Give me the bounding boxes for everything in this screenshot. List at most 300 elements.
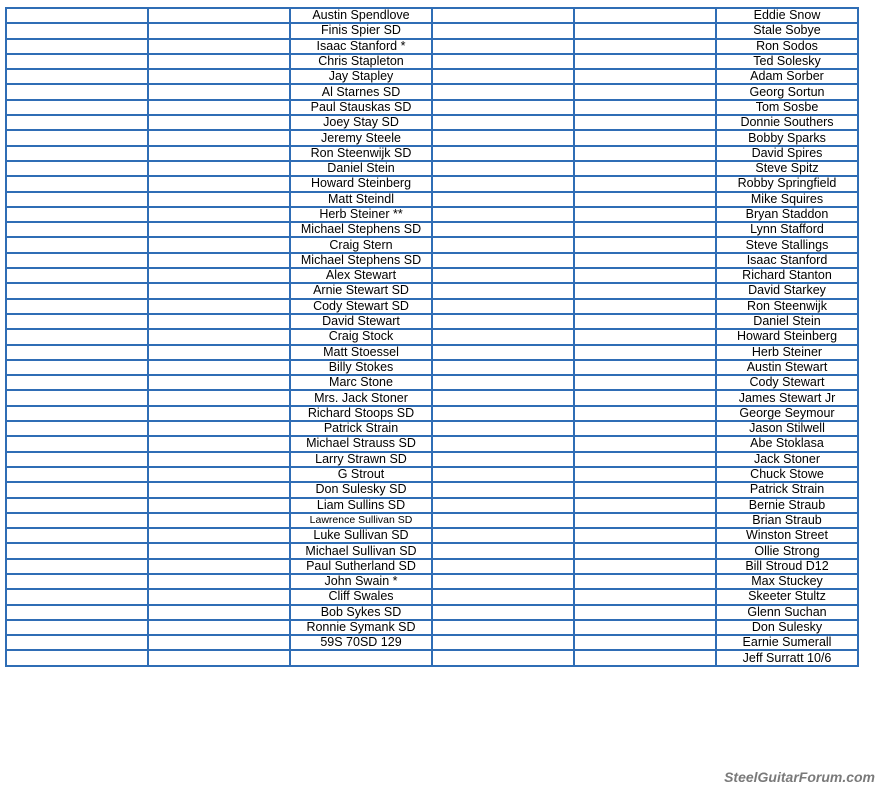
table-cell [432,283,574,298]
table-cell [6,452,148,467]
table-cell: Donnie Southers [716,115,858,130]
table-row [6,421,858,436]
table-cell: Brian Straub [716,513,858,528]
table-cell [432,100,574,115]
table-row [6,84,858,99]
table-cell [6,390,148,405]
table-cell: Austin Stewart [716,360,858,375]
table-cell: David Spires [716,146,858,161]
table-cell [6,130,148,145]
table-cell [290,650,432,665]
table-cell: Max Stuckey [716,574,858,589]
table-cell: Lynn Stafford [716,222,858,237]
names-table-body [6,8,858,666]
table-cell: Jeff Surratt 10/6 [716,650,858,665]
table-cell: Michael Stephens SD [290,253,432,268]
table-cell: Steve Spitz [716,161,858,176]
table-cell: Austin Spendlove [290,8,432,23]
table-cell [574,222,716,237]
table-cell [574,283,716,298]
table-cell: David Stewart [290,314,432,329]
table-cell [432,69,574,84]
table-cell [574,650,716,665]
table-cell [148,176,290,191]
table-cell: Craig Stock [290,329,432,344]
table-cell [148,283,290,298]
table-cell [432,130,574,145]
table-cell [432,543,574,558]
table-cell [148,574,290,589]
table-cell [432,605,574,620]
table-row [6,436,858,451]
table-cell [432,650,574,665]
table-cell: Adam Sorber [716,69,858,84]
table-cell: Matt Stoessel [290,345,432,360]
table-cell [148,589,290,604]
table-cell [432,176,574,191]
table-row [6,161,858,176]
table-cell [6,100,148,115]
table-cell [6,39,148,54]
table-cell: Mrs. Jack Stoner [290,390,432,405]
table-cell [432,39,574,54]
names-table [5,7,859,667]
table-cell [148,299,290,314]
table-cell [148,69,290,84]
table-cell [432,482,574,497]
table-row [6,100,858,115]
table-cell [432,253,574,268]
table-cell [574,176,716,191]
table-cell [574,620,716,635]
table-cell [148,115,290,130]
table-cell: Richard Stoops SD [290,406,432,421]
table-row [6,115,858,130]
table-cell [148,84,290,99]
table-cell: Al Starnes SD [290,84,432,99]
table-cell [574,406,716,421]
table-cell: Michael Stephens SD [290,222,432,237]
table-cell [432,314,574,329]
table-cell [432,8,574,23]
table-cell: Finis Spier SD [290,23,432,38]
table-cell [432,375,574,390]
table-cell [432,207,574,222]
table-cell: John Swain * [290,574,432,589]
table-cell [432,635,574,650]
table-cell [6,559,148,574]
table-cell: Jeremy Steele [290,130,432,145]
table-cell [148,253,290,268]
table-cell: Cliff Swales [290,589,432,604]
table-row [6,130,858,145]
table-cell [6,421,148,436]
table-cell [148,635,290,650]
table-cell: Isaac Stanford * [290,39,432,54]
table-cell: Patrick Strain [290,421,432,436]
table-cell [6,360,148,375]
table-cell [432,528,574,543]
table-cell [148,452,290,467]
table-cell: Paul Sutherland SD [290,559,432,574]
table-cell [432,406,574,421]
table-cell [574,69,716,84]
table-cell: Howard Steinberg [290,176,432,191]
table-cell: Joey Stay SD [290,115,432,130]
table-row [6,406,858,421]
table-cell [6,69,148,84]
table-cell [6,436,148,451]
table-cell [148,54,290,69]
table-cell [6,207,148,222]
table-cell [6,482,148,497]
table-cell: 59S 70SD 129 [290,635,432,650]
table-cell [574,299,716,314]
table-cell [6,237,148,252]
table-cell: Cody Stewart [716,375,858,390]
table-cell [432,390,574,405]
table-cell [6,222,148,237]
table-cell: Steve Stallings [716,237,858,252]
table-cell [432,115,574,130]
table-cell: Jay Stapley [290,69,432,84]
table-cell: Herb Steiner ** [290,207,432,222]
table-cell [6,299,148,314]
table-cell: Don Sulesky [716,620,858,635]
table-cell [148,23,290,38]
table-cell [432,436,574,451]
table-cell [6,513,148,528]
table-cell [148,268,290,283]
table-row [6,192,858,207]
table-row [6,375,858,390]
table-cell: G Strout [290,467,432,482]
table-cell [574,130,716,145]
table-cell [148,436,290,451]
table-cell [432,299,574,314]
table-cell [432,589,574,604]
table-cell: Luke Sullivan SD [290,528,432,543]
table-cell [6,543,148,558]
table-cell: Lawrence Sullivan SD [290,513,432,528]
table-row [6,299,858,314]
table-cell [432,161,574,176]
table-cell [574,253,716,268]
table-cell: Skeeter Stultz [716,589,858,604]
table-cell [148,8,290,23]
table-cell [574,467,716,482]
table-row [6,237,858,252]
table-cell [574,329,716,344]
table-cell [6,375,148,390]
table-cell [574,23,716,38]
table-cell [574,207,716,222]
table-row [6,8,858,23]
table-cell [6,253,148,268]
table-row [6,605,858,620]
table-cell: Robby Springfield [716,176,858,191]
table-cell: Bernie Straub [716,498,858,513]
table-cell: Richard Stanton [716,268,858,283]
table-cell: Georg Sortun [716,84,858,99]
table-cell [148,39,290,54]
table-row [6,467,858,482]
table-cell: Craig Stern [290,237,432,252]
table-cell [574,192,716,207]
table-cell [6,283,148,298]
table-cell: Liam Sullins SD [290,498,432,513]
table-cell [6,406,148,421]
table-row [6,54,858,69]
table-cell: Chuck Stowe [716,467,858,482]
table-cell [6,8,148,23]
table-cell [574,452,716,467]
table-row [6,207,858,222]
table-cell [432,559,574,574]
table-cell: Ronnie Symank SD [290,620,432,635]
table-cell [574,543,716,558]
table-cell [574,635,716,650]
table-cell [432,452,574,467]
table-cell [148,650,290,665]
table-cell: Bob Sykes SD [290,605,432,620]
table-row [6,23,858,38]
table-cell [148,329,290,344]
table-cell [574,605,716,620]
table-cell [574,513,716,528]
table-cell [148,146,290,161]
table-cell [432,54,574,69]
table-cell [574,161,716,176]
table-cell [432,620,574,635]
table-cell: Don Sulesky SD [290,482,432,497]
table-cell [148,130,290,145]
table-cell [148,421,290,436]
table-cell [6,268,148,283]
table-cell [6,84,148,99]
table-cell: James Stewart Jr [716,390,858,405]
table-cell [148,620,290,635]
table-row [6,482,858,497]
table-cell [148,498,290,513]
table-cell [432,467,574,482]
table-cell: Ron Sodos [716,39,858,54]
table-cell: Winston Street [716,528,858,543]
table-row [6,268,858,283]
table-row [6,528,858,543]
table-cell [574,268,716,283]
table-cell: Alex Stewart [290,268,432,283]
table-cell [574,436,716,451]
table-cell [432,421,574,436]
table-cell [574,421,716,436]
table-cell [432,513,574,528]
table-cell [6,635,148,650]
table-cell: Michael Strauss SD [290,436,432,451]
table-cell: Bryan Staddon [716,207,858,222]
table-cell [6,115,148,130]
table-cell: Patrick Strain [716,482,858,497]
table-cell [574,8,716,23]
table-cell [432,360,574,375]
table-row [6,360,858,375]
table-cell [432,222,574,237]
table-cell [574,314,716,329]
table-cell [432,345,574,360]
table-cell [6,650,148,665]
table-row [6,329,858,344]
table-cell: Michael Sullivan SD [290,543,432,558]
table-cell [574,100,716,115]
table-cell [6,574,148,589]
table-cell: Eddie Snow [716,8,858,23]
table-cell: Matt Steindl [290,192,432,207]
table-cell [148,390,290,405]
table-cell [6,54,148,69]
table-cell [6,146,148,161]
table-cell [148,559,290,574]
table-cell [148,222,290,237]
table-cell [6,589,148,604]
table-cell [574,559,716,574]
site-watermark: SteelGuitarForum.com [724,769,875,785]
table-cell: Ron Steenwijk SD [290,146,432,161]
table-cell [432,329,574,344]
table-cell: Ted Solesky [716,54,858,69]
table-cell [6,498,148,513]
table-row [6,543,858,558]
table-cell [432,237,574,252]
table-cell [148,192,290,207]
table-cell: Glenn Suchan [716,605,858,620]
table-cell [574,589,716,604]
table-cell [574,146,716,161]
table-cell: Jack Stoner [716,452,858,467]
table-cell: Marc Stone [290,375,432,390]
table-cell [574,360,716,375]
table-cell: Daniel Stein [290,161,432,176]
table-row [6,390,858,405]
table-row [6,513,858,528]
table-cell [6,314,148,329]
table-cell [6,620,148,635]
table-cell: David Starkey [716,283,858,298]
table-cell [148,207,290,222]
table-cell: Daniel Stein [716,314,858,329]
table-cell [432,574,574,589]
table-cell [432,192,574,207]
table-cell [432,268,574,283]
table-cell [574,574,716,589]
table-cell [6,192,148,207]
table-cell [574,375,716,390]
table-cell [6,345,148,360]
table-cell [574,115,716,130]
table-cell: Bill Stroud D12 [716,559,858,574]
table-cell [6,467,148,482]
table-cell [574,54,716,69]
table-cell [6,176,148,191]
table-cell: Howard Steinberg [716,329,858,344]
table-cell: Billy Stokes [290,360,432,375]
table-cell [432,146,574,161]
table-cell: Ron Steenwijk [716,299,858,314]
table-cell [574,482,716,497]
table-row [6,146,858,161]
table-cell [574,237,716,252]
table-cell [574,345,716,360]
table-cell [148,237,290,252]
table-cell [148,467,290,482]
table-cell [148,605,290,620]
table-row [6,620,858,635]
table-cell: Earnie Sumerall [716,635,858,650]
table-row [6,498,858,513]
table-cell [6,161,148,176]
table-cell: Paul Stauskas SD [290,100,432,115]
table-cell: Larry Strawn SD [290,452,432,467]
table-cell [6,23,148,38]
table-cell [6,528,148,543]
table-cell [148,314,290,329]
table-row [6,253,858,268]
table-cell: Cody Stewart SD [290,299,432,314]
table-row [6,283,858,298]
table-cell: Arnie Stewart SD [290,283,432,298]
table-cell: Tom Sosbe [716,100,858,115]
table-cell [6,605,148,620]
table-cell [432,23,574,38]
table-cell [148,100,290,115]
table-cell: Mike Squires [716,192,858,207]
table-cell [148,482,290,497]
table-cell [432,498,574,513]
table-cell: Stale Sobye [716,23,858,38]
table-cell [148,375,290,390]
table-row [6,69,858,84]
table-row [6,176,858,191]
table-row [6,314,858,329]
table-cell: Bobby Sparks [716,130,858,145]
table-cell: Jason Stilwell [716,421,858,436]
table-row [6,574,858,589]
table-cell: Chris Stapleton [290,54,432,69]
table-cell [574,39,716,54]
table-cell: Abe Stoklasa [716,436,858,451]
table-row [6,589,858,604]
table-cell [574,498,716,513]
table-cell: Ollie Strong [716,543,858,558]
table-cell: Herb Steiner [716,345,858,360]
table-row [6,559,858,574]
table-cell [574,84,716,99]
table-cell [148,360,290,375]
table-cell [148,161,290,176]
table-row [6,650,858,665]
table-cell [6,329,148,344]
table-cell [148,528,290,543]
table-cell [148,513,290,528]
table-row [6,635,858,650]
table-row [6,452,858,467]
table-row [6,39,858,54]
table-cell [432,84,574,99]
table-row [6,222,858,237]
table-cell: George Seymour [716,406,858,421]
table-cell: Isaac Stanford [716,253,858,268]
table-cell [574,390,716,405]
table-row [6,345,858,360]
